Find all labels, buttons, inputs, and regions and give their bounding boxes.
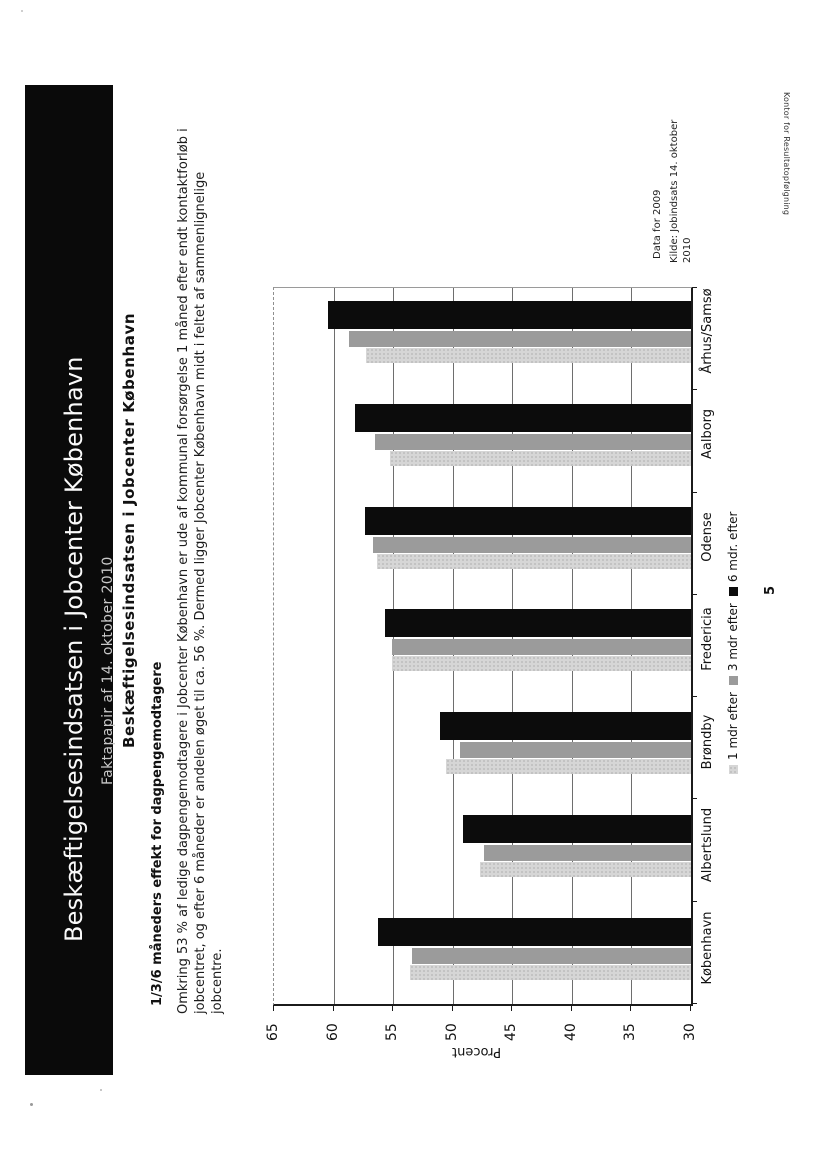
category-tick — [692, 696, 697, 697]
value-tick-45 — [511, 1005, 512, 1011]
source-note-line: 2010 — [682, 237, 693, 263]
value-tick-label-30: 30 — [682, 1023, 698, 1041]
category-label-Århus/Samsø: Århus/Samsø — [700, 288, 715, 374]
category-label-Fredericia: Fredericia — [700, 607, 715, 672]
bar-3-mdr-efter-København — [412, 948, 691, 964]
value-tick-40 — [571, 1005, 572, 1011]
bar-6-mdr-efter-Odense — [365, 507, 692, 535]
category-tick — [692, 287, 697, 288]
legend-label: 1 mdr efter — [726, 692, 740, 760]
title-banner — [25, 85, 116, 1075]
value-tick-label-60: 60 — [324, 1023, 341, 1041]
scan-speck — [21, 10, 23, 12]
bar-3-mdr-efter-Aalborg — [375, 434, 691, 450]
category-label-Albertslund: Albertslund — [700, 807, 715, 883]
value-tick-label-45: 45 — [503, 1023, 520, 1041]
heading-main: Beskæftigelsesindsatsen i Jobcenter København — [120, 312, 138, 748]
legend-label: 3 mdr efter — [726, 603, 740, 672]
category-tick — [692, 901, 697, 902]
value-tick-55 — [392, 1005, 393, 1011]
category-label-Odense: Odense — [700, 511, 715, 562]
body-line: jobcentret, og efter 6 måneder er andelen øget til ca. 56 %. Dermed ligger Jobcenter København midt i feltet af sammenlignelige — [193, 171, 208, 1014]
bar-6-mdr-efter-København — [378, 918, 691, 946]
scan-speck — [100, 1089, 102, 1091]
bar-1-mdr-efter-Aalborg — [390, 451, 691, 466]
legend-label: 6 mdr. efter — [726, 511, 740, 583]
bar-1-mdr-efter-København — [410, 965, 691, 980]
legend-swatch — [729, 765, 738, 774]
page-number: 5 — [763, 585, 778, 595]
value-tick-label-55: 55 — [384, 1023, 401, 1041]
source-note-line: Data for 2009 — [652, 189, 663, 259]
value-tick-30 — [690, 1005, 691, 1011]
legend-item-6-mdr-efter — [726, 512, 740, 597]
value-tick-35 — [630, 1005, 631, 1011]
category-label-Aalborg: Aalborg — [700, 408, 715, 459]
category-tick — [692, 594, 697, 595]
value-tick-60 — [333, 1005, 334, 1011]
body-line: Omkring 53 % af ledige dagpengemodtagere i Jobcenter København er ude af kommunal forsørgelse 1 måned efter endt kontaktforløb i — [176, 128, 191, 1014]
bar-6-mdr-efter-Fredericia — [385, 609, 691, 637]
category-label-Brøndby: Brøndby — [700, 714, 715, 770]
chart-legend — [726, 512, 740, 774]
bar-3-mdr-efter-Odense — [373, 537, 691, 553]
legend-swatch — [729, 676, 738, 685]
bar-1-mdr-efter-Århus/Samsø — [366, 348, 691, 363]
bar-3-mdr-efter-Brøndby — [460, 742, 691, 758]
office-label: Kontor for Resultatopfølgning — [782, 92, 791, 216]
bar-6-mdr-efter-Århus/Samsø — [328, 301, 691, 329]
category-tick — [692, 389, 697, 390]
bar-3-mdr-efter-Albertslund — [484, 845, 691, 861]
bar-1-mdr-efter-Albertslund — [480, 862, 691, 877]
page-subtitle: Faktapapir af 14. oktober 2010 — [100, 556, 116, 785]
bar-1-mdr-efter-Brøndby — [446, 759, 691, 774]
value-tick-50 — [452, 1005, 453, 1011]
category-tick — [692, 492, 697, 493]
body-line: jobcentre. — [210, 948, 225, 1014]
value-axis-title: Procent — [452, 1044, 502, 1059]
category-tick — [692, 1003, 697, 1004]
value-tick-label-40: 40 — [562, 1023, 579, 1041]
legend-item-1-mdr-efter — [726, 692, 740, 774]
page-title: Beskæftigelsesindsatsen i Jobcenter København — [60, 356, 88, 942]
category-tick — [692, 798, 697, 799]
source-note-line: Kilde: Jobindsats 14. oktober — [669, 119, 680, 263]
gridline-60 — [334, 288, 335, 1004]
bar-3-mdr-efter-Århus/Samsø — [349, 331, 691, 347]
category-label-København: København — [700, 911, 715, 985]
legend-swatch — [729, 587, 738, 596]
bar-6-mdr-efter-Albertslund — [463, 815, 691, 843]
bar-1-mdr-efter-Fredericia — [392, 656, 691, 671]
scan-speck — [30, 1103, 33, 1106]
value-tick-label-35: 35 — [622, 1023, 639, 1041]
bar-1-mdr-efter-Odense — [377, 554, 692, 569]
heading-sub: 1/3/6 måneders effekt for dagpengemodtagere — [150, 661, 165, 1006]
bar-3-mdr-efter-Fredericia — [392, 639, 691, 655]
bar-chart-plot-area — [273, 287, 693, 1006]
bar-6-mdr-efter-Aalborg — [355, 404, 691, 432]
legend-item-3-mdr-efter — [726, 603, 740, 685]
bar-6-mdr-efter-Brøndby — [440, 712, 691, 740]
value-tick-label-50: 50 — [443, 1023, 460, 1041]
value-tick-65 — [273, 1005, 274, 1011]
value-tick-label-65: 65 — [265, 1023, 281, 1041]
